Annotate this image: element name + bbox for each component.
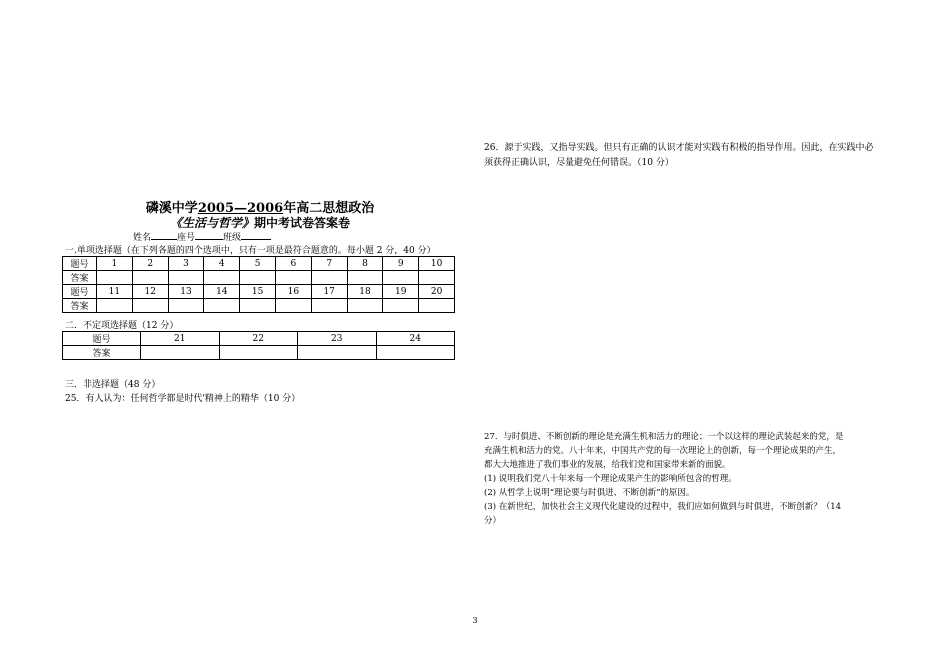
answer-cell[interactable] [132,299,168,313]
page-number: 3 [472,616,478,625]
q26-line: 26．源于实践，又指导实践。但只有正确的认识才能对实践有积极的指导作用。因此，在实践中必 [484,143,874,153]
row-label: 答案 [63,299,97,313]
row-label: 题号 [63,257,97,271]
question-number: 9 [383,257,419,271]
question-number: 14 [204,285,240,299]
answer-cell[interactable] [275,271,311,285]
question-26 [484,141,904,171]
answer-cell[interactable] [168,299,204,313]
question-27 [484,430,904,528]
school-years: 2005—2006 [197,201,284,216]
school-name: 磷溪中学 [145,201,198,216]
question-number: 17 [311,285,347,299]
question-number: 18 [347,285,383,299]
seat-label: 座号 [177,233,196,243]
question-number: 19 [383,285,419,299]
q27-subquestion-3-cont: 分） [484,516,502,526]
exam-subtitle [110,214,410,231]
question-number: 3 [168,257,204,271]
table-row [63,346,455,360]
class-blank[interactable] [241,230,271,240]
question-25: 25．有人认为：任何哲学都是时代'精神上的精华（10 分） [65,394,301,404]
q27-subquestion-3: (3) 在新世纪，加快社会主义现代化建设的过程中，我们应如何做到与时俱进，不断创新？（14 [484,502,842,512]
question-number: 7 [311,257,347,271]
answer-cell[interactable] [419,299,455,313]
question-number: 13 [168,285,204,299]
answer-cell[interactable] [204,271,240,285]
answer-cell[interactable] [275,299,311,313]
q27-subquestion-2: (2) 从哲学上说明“理论要与时俱进、不断创新”的原因。 [484,488,695,498]
q27-line: 都大大地推进了我们事业的发展，给我们党和国家带来新的面貌。 [484,460,731,470]
answer-cell[interactable] [97,271,133,285]
grade-subject: 年高二思想政治 [283,201,375,216]
answer-cell[interactable] [141,346,220,360]
class-label: 班级 [223,233,242,243]
row-label: 题号 [63,332,141,346]
answer-cell[interactable] [311,299,347,313]
answer-cell[interactable] [132,271,168,285]
section3-title: 三．非选择题（48 分） [65,380,161,390]
answer-cell[interactable] [204,299,240,313]
answer-cell[interactable] [383,299,419,313]
answer-cell[interactable] [347,271,383,285]
table-row [63,271,455,285]
table-row [63,257,455,271]
answer-cell[interactable] [298,346,377,360]
q27-subquestion-1: (1) 说明我们党八十年来每一个理论成果产生的影响所包含的哲理。 [484,474,737,484]
question-number: 1 [97,257,133,271]
question-number: 23 [298,332,377,346]
question-number: 22 [219,332,298,346]
table-row [63,332,455,346]
question-number: 24 [376,332,455,346]
row-label: 题号 [63,285,97,299]
answer-cell[interactable] [168,271,204,285]
q27-line: 充满生机和活力的党。八十年来，中国共产党的每一次理论上的创新，每一个理论成果的产生， [484,446,842,456]
answer-cell[interactable] [376,346,455,360]
book-title: 《生活与哲学》 [169,216,254,230]
question-number: 11 [97,285,133,299]
q26-line: 须获得正确认识，尽量避免任何错误。（10 分） [484,158,674,168]
question-number: 2 [132,257,168,271]
question-number: 4 [204,257,240,271]
name-blank[interactable] [151,230,177,240]
answer-cell[interactable] [219,346,298,360]
table-row [63,285,455,299]
question-number: 6 [275,257,311,271]
seat-blank[interactable] [195,230,223,240]
question-number: 20 [419,285,455,299]
table-row [63,299,455,313]
exam-type: 期中考试卷答案卷 [254,216,351,230]
name-label: 姓名 [133,233,152,243]
question-number: 10 [419,257,455,271]
row-label: 答案 [63,346,141,360]
section1-title: 一.单项选择题（在下列各题的四个选项中，只有一项是最符合题意的。每小题 2 分，40 分） [65,246,436,256]
multi-choice-table [62,331,455,360]
answer-cell[interactable] [97,299,133,313]
question-number: 8 [347,257,383,271]
question-number: 16 [275,285,311,299]
single-choice-table [62,256,455,313]
question-number: 15 [240,285,276,299]
question-number: 12 [132,285,168,299]
section2-title: 二．不定项选择题（12 分） [65,321,179,331]
q27-line: 27．与时俱进、不断创新的理论是充满生机和活力的理论；一个以这样的理论武装起来的党，是 [484,432,844,442]
answer-cell[interactable] [240,299,276,313]
answer-cell[interactable] [419,271,455,285]
student-info-line [133,230,271,243]
question-number: 5 [240,257,276,271]
answer-cell[interactable] [240,271,276,285]
answer-cell[interactable] [383,271,419,285]
row-label: 答案 [63,271,97,285]
answer-cell[interactable] [347,299,383,313]
question-number: 21 [141,332,220,346]
answer-cell[interactable] [311,271,347,285]
